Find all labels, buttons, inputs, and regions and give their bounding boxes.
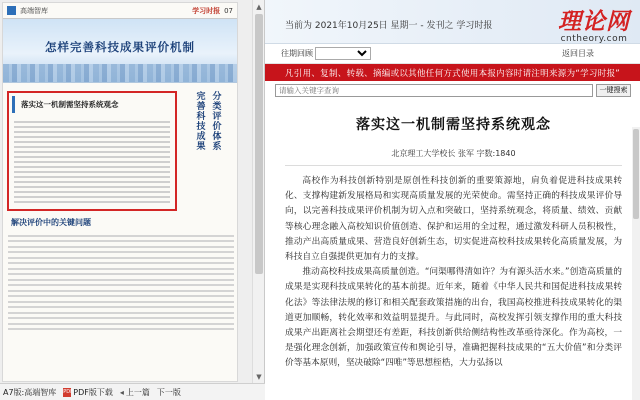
next-page-link[interactable]	[157, 387, 181, 398]
pdf-download-label: PDF版下载	[73, 387, 113, 397]
next-label: 下一版	[156, 387, 181, 397]
newspaper-page-thumbnail[interactable]	[2, 2, 238, 382]
vertical-title-line: 分类评价体系	[210, 91, 221, 151]
vertical-title-line: 完善科技成果	[194, 91, 205, 151]
brand-url: cntheory.com	[560, 34, 628, 44]
search-input[interactable]	[275, 84, 593, 97]
section-logo-icon	[7, 6, 16, 15]
article-pane	[265, 0, 640, 400]
masthead-paper-logo: 学习时报	[192, 6, 221, 15]
site-logo[interactable]	[558, 3, 630, 44]
issue-date-text: 当前为 2021年10月25日 星期一 - 发刊之 学习时报	[285, 21, 493, 31]
banner-title: 怎样完善科技成果评价机制	[45, 40, 195, 54]
prev-link[interactable]	[120, 387, 150, 398]
scroll-down-arrow-icon[interactable]: ▼	[256, 373, 262, 381]
article-title: 落实这一机制需坚持系统观念	[356, 117, 551, 133]
article-paragraph: 推动高校科技成果高质量创造。“问渠哪得清如许？为有源头活水来。”创造高质量的成果是实现科技成果转化的基本前提。近年来，随着《中华人民共和国促进科技成果转化法》等法律法规的修订和相关配套政策措施的出台，我国高校推进科技成果转化的渠道更加顺畅，转化效率和效益明显提升。与此同时，高校发挥引领支撑作用的重大科技成果产出距离社会期望还有差距，科技创新供给侧结构性改革亟待深化。作为高校，一是强化理念创新，加强政策宣传和舆论引导，准确把握科技成果的“五大价值”和分类评价等基本原则，坚决破除“四唯”等思想桎梏，大力弘扬以	[285, 267, 622, 369]
page-scrollbar[interactable]	[252, 0, 264, 384]
article-subheading[interactable]: 解决评价中的关键问题	[11, 217, 91, 227]
search-row	[265, 82, 640, 98]
article-scrollbar-thumb[interactable]	[633, 129, 639, 219]
selected-article-headline: 落实这一机制需坚持系统观念	[12, 96, 172, 113]
brand-name: 理论网	[558, 8, 630, 35]
past-issues-select[interactable]	[315, 47, 371, 60]
article-paragraph: 高校作为科技创新特别是原创性科技创新的重要策源地，肩负着促进科技成果转化、支撑构建新发展格局和实现高质量发展的光荣使命。需坚持正确的科技成果评价导向，以完善科技成果评价机制为切入点和突破口，坚持系统观念，将质量、绩效、贡献等核心理念融入高校知识价值创造、保护和运用的全过程，通过激发科研人员积极性，推动产出高质量成果、营造良好创新生态，切实促进高校科技成果转化高质量发展，为科技自立自强提供更加有力的支撑。	[285, 176, 622, 263]
prev-arrow-icon: ◂	[119, 387, 124, 397]
prev-label: 上一篇	[125, 387, 150, 397]
page-banner	[3, 19, 237, 83]
page-viewer-pane	[0, 0, 265, 400]
scroll-up-arrow-icon[interactable]: ▲	[256, 3, 262, 11]
vertical-article-title[interactable]	[183, 91, 233, 216]
page-footer-bar	[0, 383, 265, 400]
masthead-page-no: 07	[224, 6, 233, 15]
page-masthead	[3, 3, 237, 19]
copyright-notice-bar: 凡引用、复制、转载、摘编或以其他任何方式使用本报内容时请注明来源为“学习时报”	[265, 64, 640, 81]
back-to-contents-link[interactable]: 返回目录	[562, 49, 594, 58]
pdf-icon: PDF	[63, 388, 74, 395]
banner-skyline-image	[3, 64, 237, 82]
site-header	[265, 0, 640, 44]
section-label-link[interactable]: A7版:高端智库	[3, 387, 57, 397]
divider	[285, 165, 622, 166]
article-scrollbar[interactable]	[632, 127, 640, 400]
nav-row	[265, 44, 640, 64]
article-text-block-2[interactable]	[8, 231, 234, 334]
article-text-block	[9, 116, 175, 208]
selected-article-region[interactable]	[7, 91, 177, 211]
article-body	[265, 114, 640, 372]
scrollbar-thumb[interactable]	[255, 14, 263, 274]
masthead-section: 高端智库	[20, 6, 48, 15]
article-byline: 北京理工大学校长 张军 字数:1840	[391, 149, 516, 158]
search-button[interactable]: 一键搜索	[596, 84, 631, 97]
pdf-download-link[interactable]	[63, 387, 113, 398]
past-issues-label: 往期回顾	[281, 49, 313, 58]
